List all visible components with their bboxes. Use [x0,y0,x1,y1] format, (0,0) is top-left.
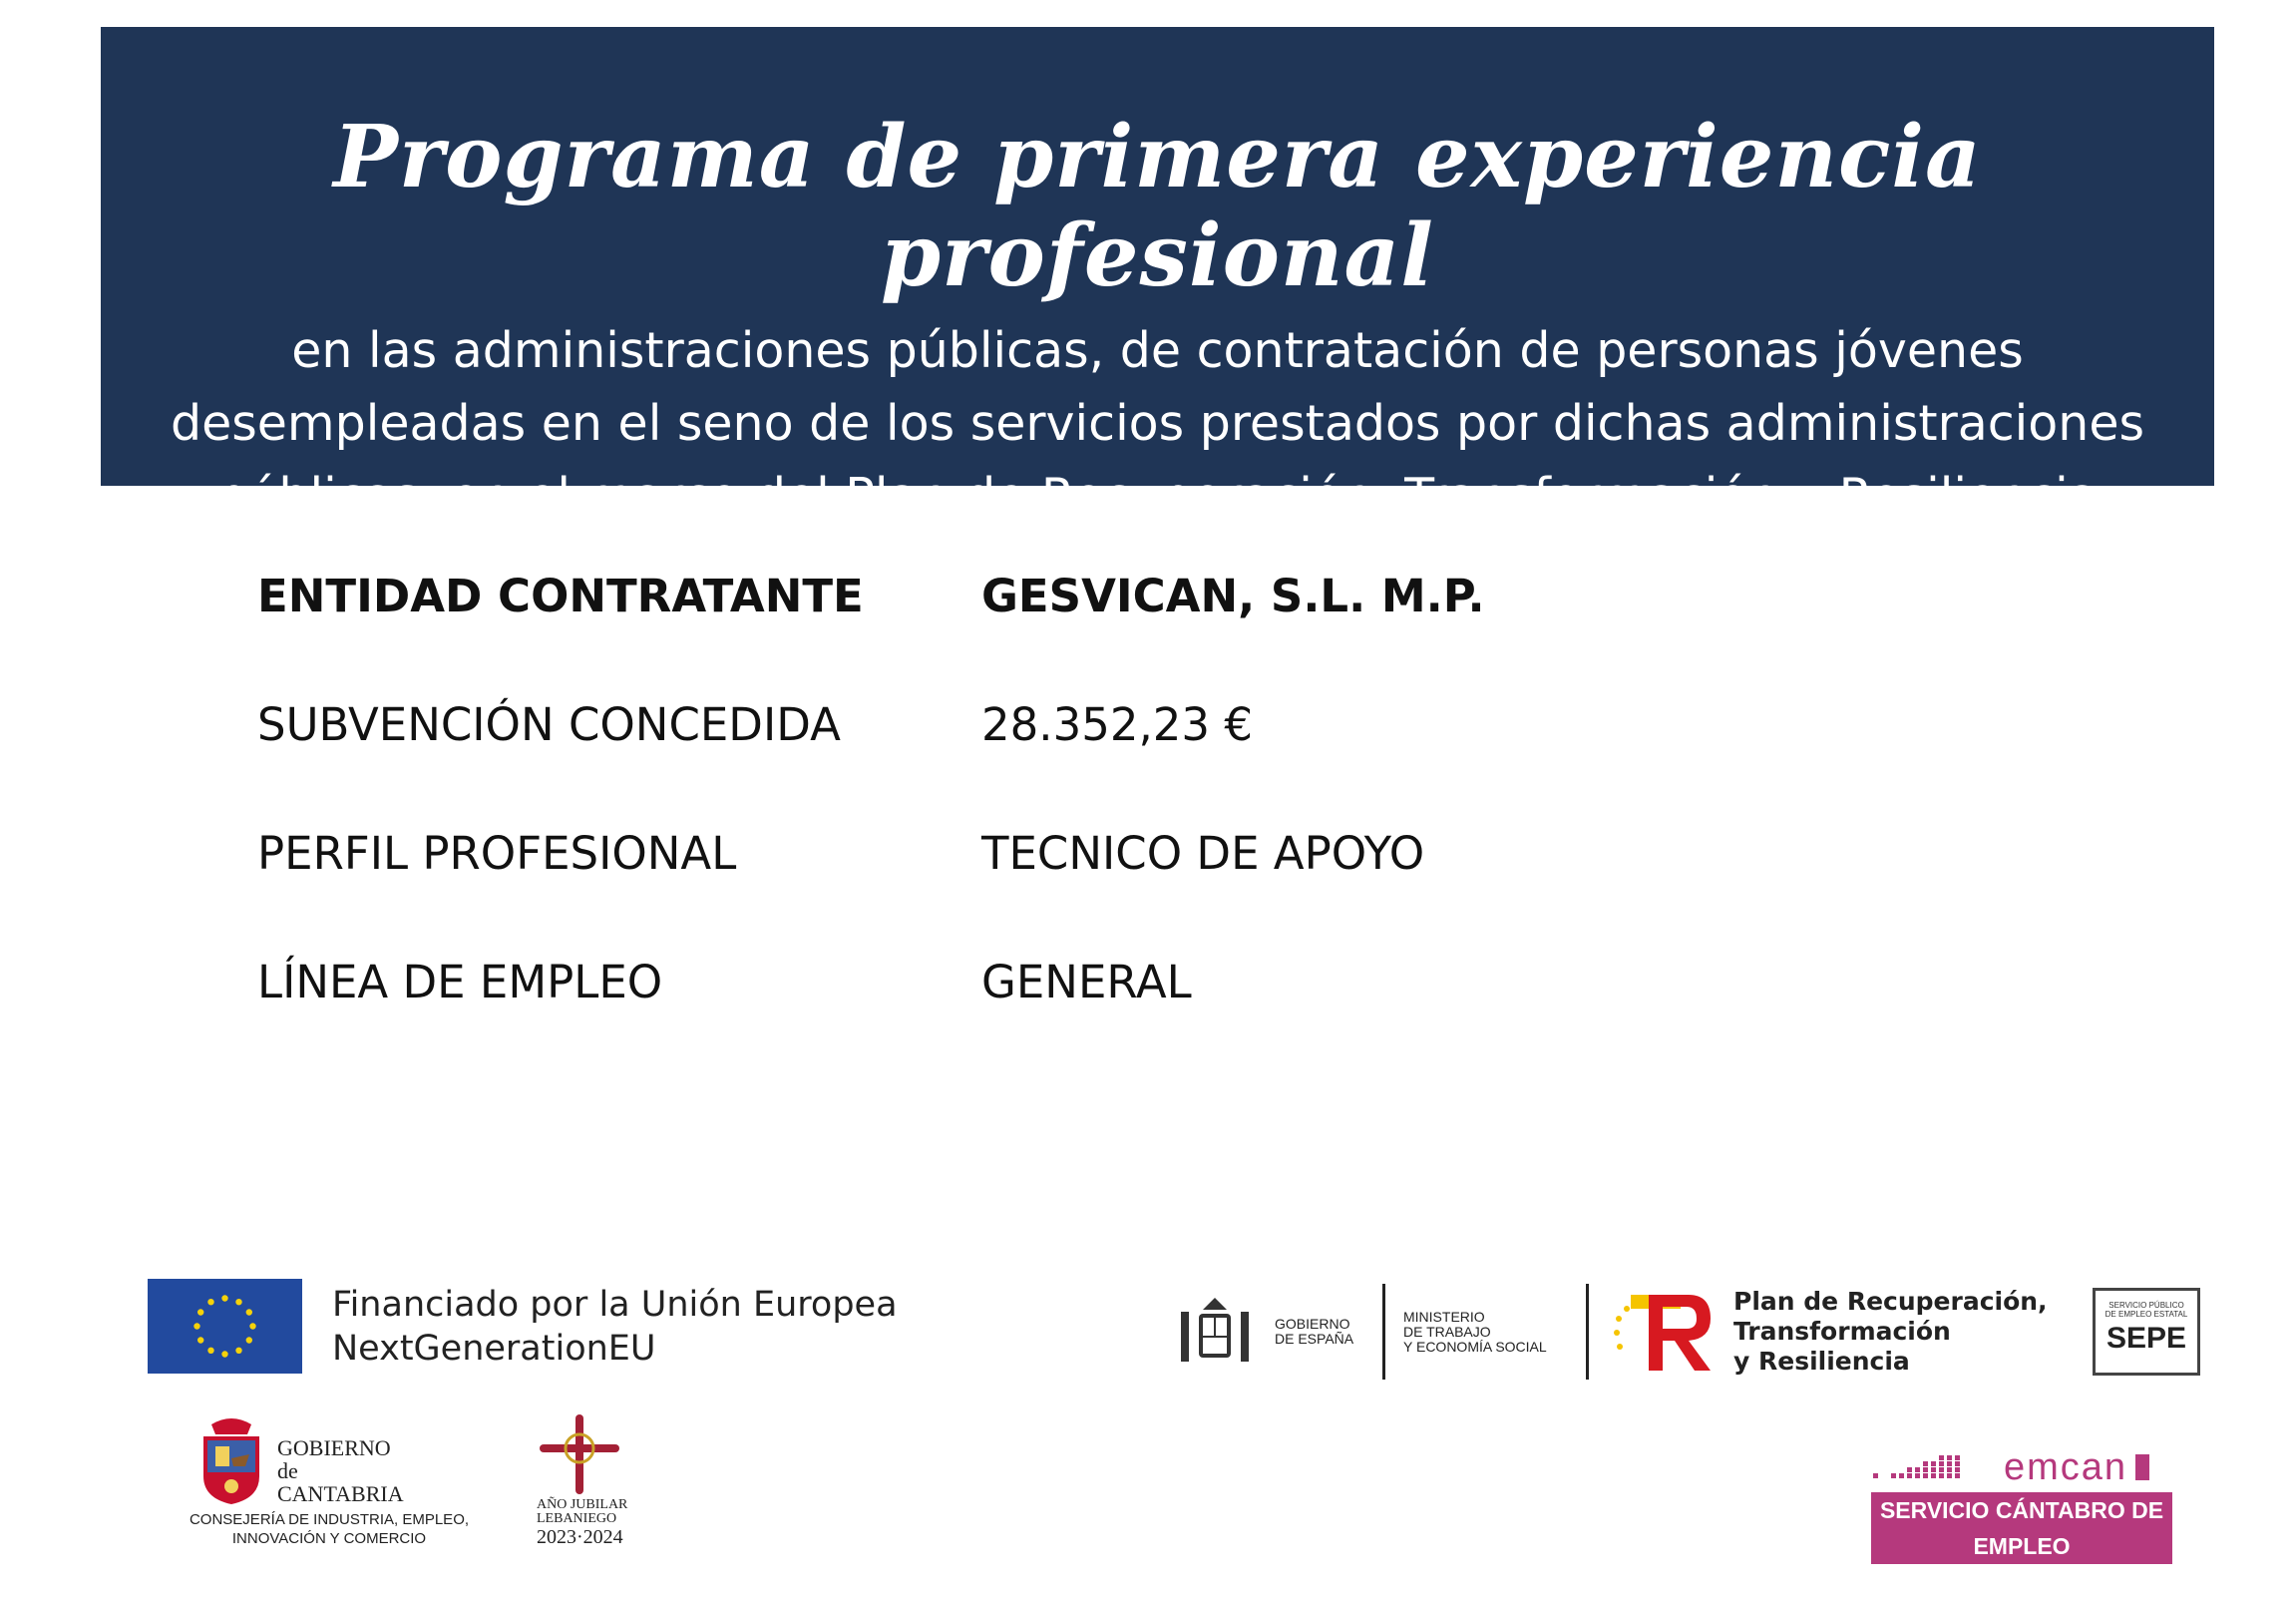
sepe-small-1: SERVICIO PÚBLICO [2108,1301,2184,1310]
info-label: PERFIL PROFESIONAL [257,827,737,880]
cant-line-2: de [277,1458,298,1483]
cantabria-shield-icon [197,1414,265,1506]
plan-line-2: Transformación [1733,1317,1951,1346]
info-row-subvencion [257,697,2053,826]
info-value: GENERAL [981,956,1192,1008]
cant-line-3: CANTABRIA [277,1481,404,1506]
divider [1382,1284,1385,1380]
cantabria-name [277,1436,404,1505]
consejeria-text [140,1510,519,1548]
prtr-logo-icon [1611,1287,1716,1377]
gob-line-2: DE ESPAÑA [1275,1331,1354,1347]
gobierno-espana-text [1275,1317,1364,1347]
cant-line-1: GOBIERNO [277,1435,391,1460]
jubilar-line-1: AÑO JUBILAR [537,1497,628,1512]
grant-info-table [257,569,2053,1083]
info-label: ENTIDAD CONTRATANTE [257,570,864,622]
min-line-3: Y ECONOMÍA SOCIAL [1403,1338,1547,1355]
spain-coat-of-arms-icon [1175,1292,1255,1372]
eu-line-2: NextGenerationEU [332,1328,656,1369]
sepe-small-2: DE EMPLEO ESTATAL [2105,1310,2188,1319]
emcan-dots-icon [1871,1453,1996,1481]
plan-line-1: Plan de Recuperación, [1733,1287,2048,1316]
info-label: SUBVENCIÓN CONCEDIDA [257,698,841,751]
sepe-logo [2093,1288,2200,1376]
lebaniego-cross-icon [540,1414,619,1494]
emcan-service-name: SERVICIO CÁNTABRO DE EMPLEO [1871,1492,2172,1564]
emcan-wordmark: emcan [2004,1446,2128,1488]
cons-line-2: INNOVACIÓN Y COMERCIO [231,1530,427,1547]
emcan-block-icon [2135,1454,2149,1480]
min-line-2: DE TRABAJO [1403,1323,1491,1340]
cantabria-logo [140,1414,519,1548]
sepe-name: SEPE [2105,1322,2187,1355]
emcan-logo [1871,1448,2172,1564]
jubilar-line-2: LEBANIEGO [537,1511,617,1526]
info-label: LÍNEA DE EMPLEO [257,956,663,1008]
min-line-1: MINISTERIO [1403,1308,1485,1325]
page-subtitle: en las administraciones públicas, de contratación de personas jóvenes desempleadas en el seno de los servicios prestados por dichas administraciones públicas, en el marco del Plan de Recuperación, Transformación y Resiliencia [170,321,2145,525]
divider [1586,1284,1589,1380]
spain-government-logos [1175,1282,2200,1382]
info-row-perfil [257,826,2053,955]
title-banner [101,27,2214,525]
info-row-entidad [257,569,2053,697]
info-value: 28.352,23 € [981,698,1253,751]
plan-line-3: y Resiliencia [1733,1347,1910,1376]
info-value: GESVICAN, S.L. M.P. [981,570,1485,622]
gob-line-1: GOBIERNO [1275,1316,1350,1332]
ministerio-text [1403,1310,1568,1355]
cons-line-1: CONSEJERÍA DE INDUSTRIA, EMPLEO, [189,1511,470,1528]
eu-funding-logo [148,1279,898,1374]
ano-jubilar-logo [537,1414,666,1548]
eu-funding-text [332,1283,898,1371]
eu-flag-icon [148,1279,302,1374]
page-title: Programa de primera experiencia profesional [333,107,1982,306]
eu-line-1: Financiado por la Unión Europea [332,1284,898,1325]
plan-recuperacion-text [1733,1287,2073,1377]
info-row-linea [257,955,2053,1083]
jubilar-years: 2023·2024 [537,1526,623,1548]
info-value: TECNICO DE APOYO [981,827,1425,880]
